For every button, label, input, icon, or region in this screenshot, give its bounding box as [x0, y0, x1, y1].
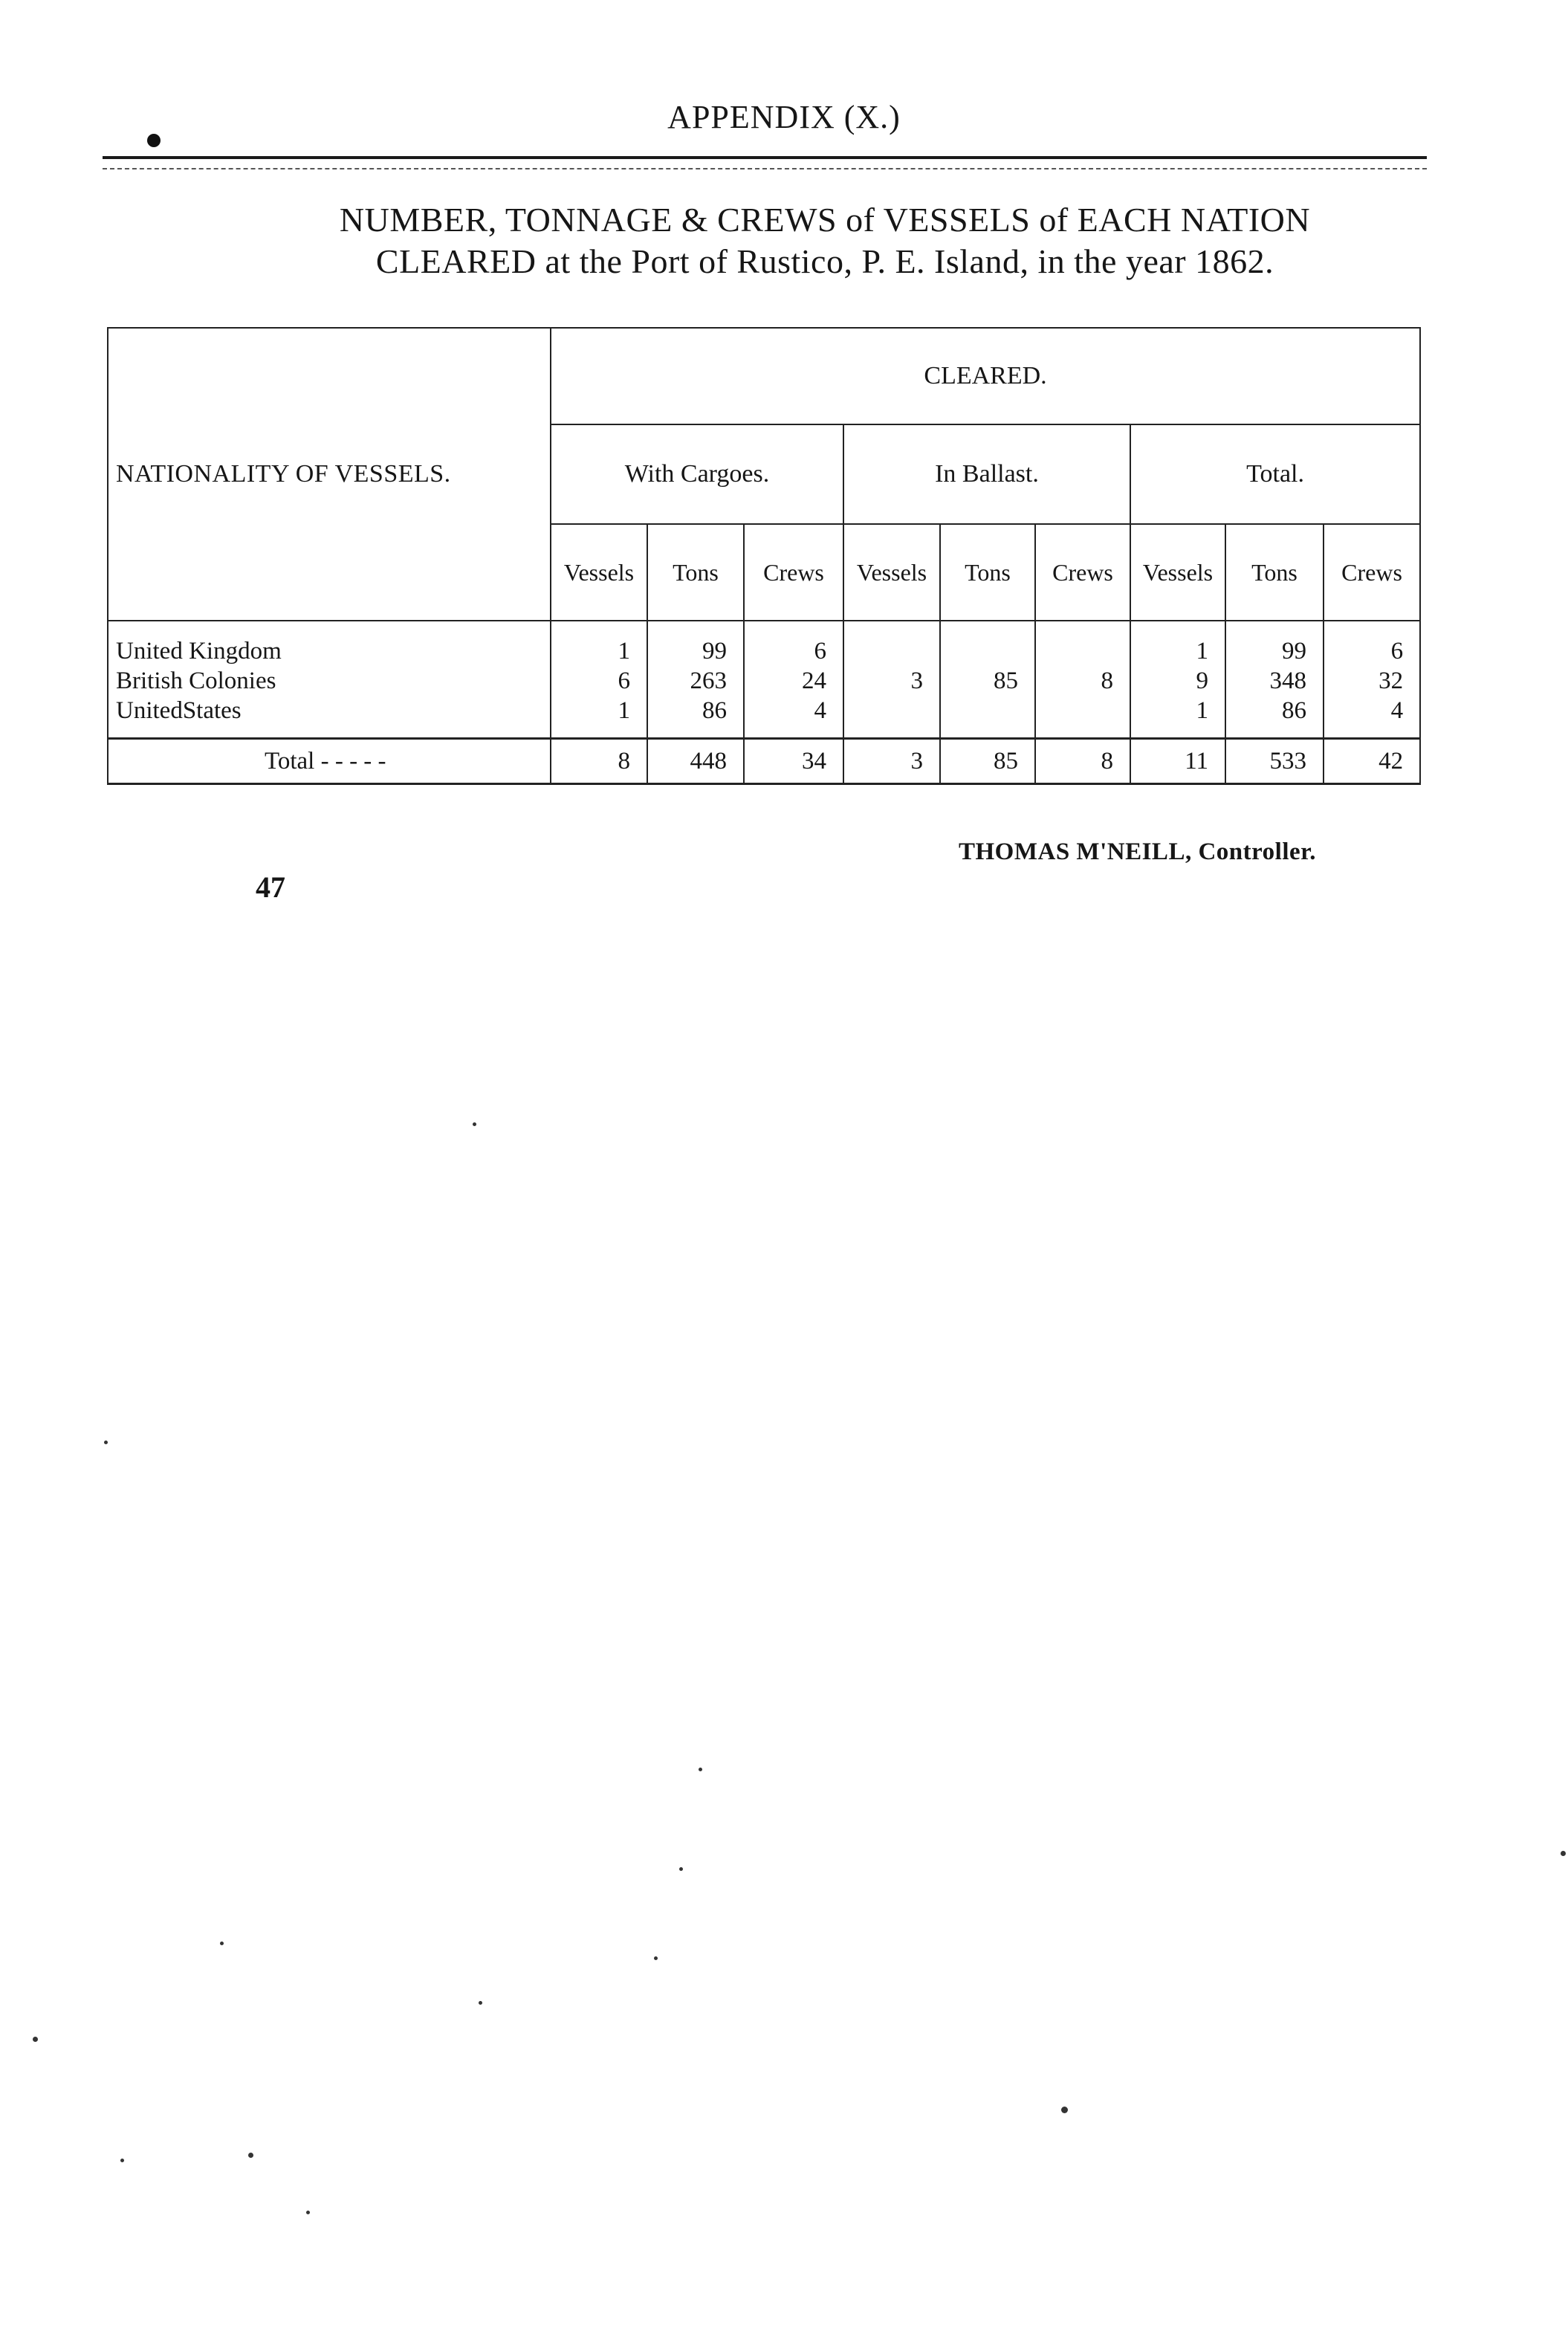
scan-speck — [33, 2037, 38, 2042]
table-cell: 1 — [618, 697, 630, 724]
total-ballast-tons: 85 — [940, 739, 1035, 784]
scan-speck — [1061, 2107, 1068, 2113]
ballast-crews-cell — [1035, 621, 1130, 739]
group-with-cargoes: With Cargoes. — [551, 424, 843, 524]
table-cell: 6 — [618, 667, 630, 694]
total-label: Total - - - - - — [108, 739, 551, 784]
group-total: Total. — [1130, 424, 1420, 524]
row-name-british-colonies: British Colonies — [116, 667, 276, 694]
table-cell: 99 — [1282, 638, 1306, 665]
col-total-vessels: Vessels — [1130, 524, 1225, 621]
col-ballast-vessels: Vessels — [843, 524, 940, 621]
table-title — [223, 199, 1427, 282]
scan-speck — [479, 2001, 482, 2005]
controller-signature: THOMAS M'NEILL, Controller. — [959, 838, 1317, 865]
table-cell: 24 — [802, 667, 826, 694]
row-name-united-states: UnitedStates — [116, 697, 242, 724]
scan-speck — [699, 1768, 702, 1771]
table-cell: 99 — [702, 638, 727, 665]
col-ballast-crews: Crews — [1035, 524, 1130, 621]
col-cargo-crews: Crews — [744, 524, 843, 621]
table-cell: 4 — [1390, 697, 1404, 724]
nationality-names — [108, 621, 551, 739]
table-cell: 32 — [1379, 667, 1404, 694]
ballast-vessels-cell — [843, 621, 940, 739]
table-cell: 4 — [814, 697, 826, 724]
group-in-ballast: In Ballast. — [843, 424, 1130, 524]
scan-speck — [220, 1942, 224, 1945]
total-ballast-crews: 8 — [1035, 739, 1130, 784]
total-row — [108, 739, 1420, 784]
scan-speck — [654, 1956, 658, 1960]
scan-speck — [120, 2159, 124, 2162]
total-total-crews: 42 — [1324, 739, 1420, 784]
total-crews-cell — [1324, 621, 1420, 739]
title-line-1: NUMBER, TONNAGE & CREWS of VESSELS of EACH NATION — [339, 201, 1311, 239]
table-cell: 1 — [618, 638, 630, 665]
total-cargo-vessels: 8 — [551, 739, 647, 784]
col-cargo-tons: Tons — [647, 524, 744, 621]
table-body-row — [108, 621, 1420, 739]
table-cell: 86 — [1282, 697, 1306, 724]
table-cell: 348 — [1269, 667, 1306, 694]
table-cell: 8 — [1101, 667, 1113, 694]
total-tons-cell — [1225, 621, 1324, 739]
total-cargo-crews: 34 — [744, 739, 843, 784]
table-cell: 86 — [702, 697, 727, 724]
cleared-header: CLEARED. — [551, 328, 1420, 424]
col-total-tons: Tons — [1225, 524, 1324, 621]
total-vessels-cell — [1130, 621, 1225, 739]
row-name-united-kingdom: United Kingdom — [116, 638, 282, 665]
scan-speck — [306, 2211, 310, 2214]
scan-speck — [473, 1122, 476, 1126]
total-cargo-tons: 448 — [647, 739, 744, 784]
total-total-tons: 533 — [1225, 739, 1324, 784]
scan-speck — [248, 2153, 253, 2158]
table-cell: 6 — [1390, 638, 1404, 665]
cargo-crews-cell — [744, 621, 843, 739]
header-rule — [103, 156, 1427, 159]
scan-speck — [1561, 1851, 1566, 1856]
table-cell: 85 — [994, 667, 1018, 694]
col-cargo-vessels: Vessels — [551, 524, 647, 621]
running-head: APPENDIX (X.) — [667, 99, 901, 135]
title-line-2: CLEARED at the Port of Rustico, P. E. Island, in the year 1862. — [375, 242, 1274, 280]
nationality-header: NATIONALITY OF VESSELS. — [108, 328, 551, 621]
total-ballast-vessels: 3 — [843, 739, 940, 784]
table-cell: 1 — [1196, 697, 1208, 724]
header-rule-dashed — [103, 168, 1427, 169]
cargo-vessels-cell — [551, 621, 647, 739]
vessels-cleared-table — [107, 327, 1421, 785]
ballast-tons-cell — [940, 621, 1035, 739]
cargo-tons-cell — [647, 621, 744, 739]
table-cell: 6 — [814, 638, 826, 665]
scan-speck — [679, 1867, 683, 1871]
table-cell: 9 — [1196, 667, 1208, 694]
page-number: 47 — [256, 870, 285, 904]
col-ballast-tons: Tons — [940, 524, 1035, 621]
table-cell: 263 — [690, 667, 727, 694]
table-cell: 3 — [910, 667, 923, 694]
table-cell: 1 — [1196, 638, 1208, 665]
total-total-vessels: 11 — [1130, 739, 1225, 784]
scan-speck — [104, 1441, 108, 1444]
col-total-crews: Crews — [1324, 524, 1420, 621]
